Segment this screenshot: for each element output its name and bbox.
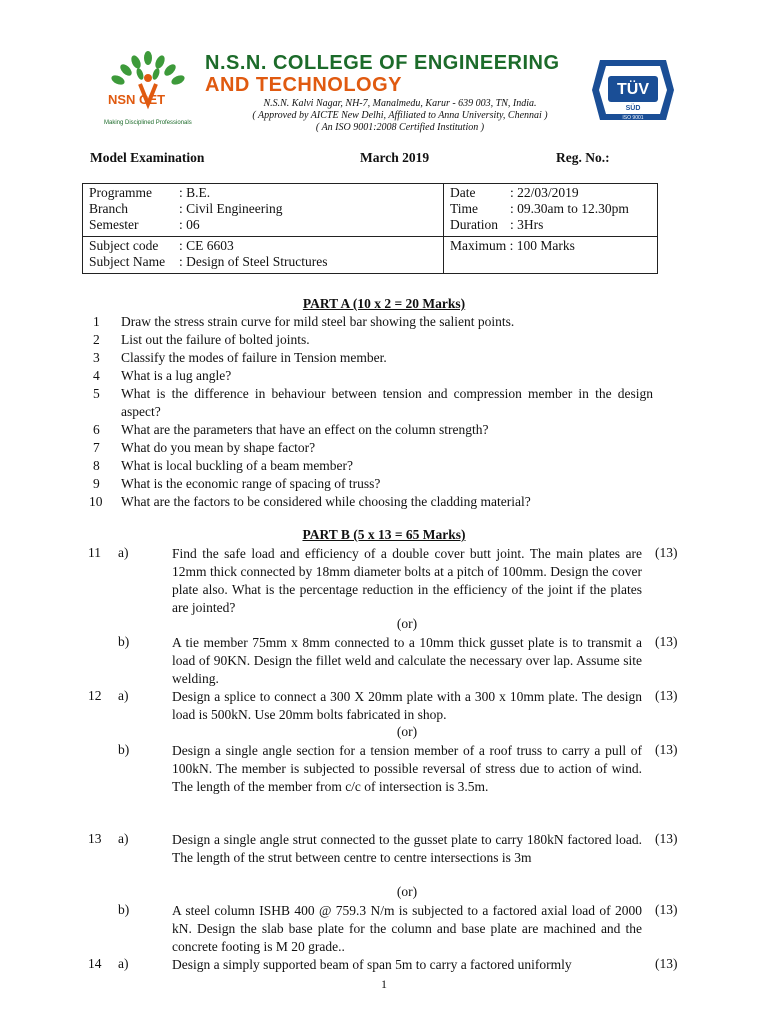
college-logo bbox=[100, 48, 196, 130]
question-number: 10 bbox=[89, 494, 103, 509]
exam-title: Model Examination bbox=[90, 150, 205, 165]
subject-name-value: : Design of Steel Structures bbox=[179, 254, 328, 269]
part-a-list bbox=[89, 313, 653, 511]
list-item bbox=[93, 457, 653, 475]
exam-info-table bbox=[82, 183, 658, 274]
question-number: 7 bbox=[93, 440, 100, 455]
college-iso: ( An ISO 9001:2008 Certified Institution ) bbox=[315, 122, 485, 133]
date-value: : 22/03/2019 bbox=[510, 185, 579, 200]
list-item bbox=[93, 439, 653, 457]
question-marks: (13) bbox=[655, 831, 678, 846]
college-logo-icon bbox=[100, 48, 196, 130]
question-text: What is a lug angle? bbox=[121, 368, 232, 383]
question-text: What are the factors to be considered while choosing the cladding material? bbox=[121, 494, 531, 509]
question-marks: (13) bbox=[655, 688, 678, 703]
list-item bbox=[93, 367, 653, 385]
or-separator: (or) bbox=[396, 616, 418, 631]
question-number: 8 bbox=[93, 458, 100, 473]
question-sub: b) bbox=[118, 634, 130, 649]
logo-text: NSN CET bbox=[108, 92, 166, 107]
question-number: 11 bbox=[88, 545, 101, 560]
semester-value: : 06 bbox=[179, 217, 200, 232]
question-text: What is local buckling of a beam member? bbox=[121, 458, 354, 473]
reg-no-label: Reg. No.: bbox=[556, 150, 610, 165]
part-b-title: PART B (5 x 13 = 65 Marks) bbox=[302, 527, 466, 542]
question-text: What do you mean by shape factor? bbox=[121, 440, 316, 455]
college-address: N.S.N. Kalvi Nagar, NH-7, Manalmedu, Karur - 639 003, TN, India. bbox=[263, 98, 537, 109]
question-marks: (13) bbox=[655, 545, 678, 560]
maximum-marks: Maximum : 100 Marks bbox=[450, 238, 575, 253]
question-text: Design a simply supported beam of span 5m to carry a factored uniformly bbox=[172, 957, 572, 972]
question-number: 1 bbox=[93, 314, 100, 329]
cert-logo-sub: SÜD bbox=[625, 105, 641, 112]
question-number: 14 bbox=[88, 956, 102, 971]
question-marks: (13) bbox=[655, 634, 678, 649]
question-number: 12 bbox=[88, 688, 102, 703]
list-item bbox=[93, 349, 653, 367]
question-text: Design a splice to connect a 300 X 20mm plate with a 300 x 10mm plate. The design load is 500kN. Use 20mm bolts fabricated in shop. bbox=[172, 689, 642, 722]
question-text: A steel column ISHB 400 @ 759.3 N/m is subjected to a factored axial load of 2000 kN. Design the slab base plate for the column and base plate are machined and the concrete footing is M 20 grade.. bbox=[172, 903, 642, 954]
programme-value: : B.E. bbox=[179, 185, 211, 200]
question-number: 6 bbox=[93, 422, 100, 437]
maximum-cell bbox=[444, 237, 658, 274]
tuv-certification-logo bbox=[590, 58, 676, 122]
question-marks: (13) bbox=[655, 902, 678, 917]
page-number: 1 bbox=[381, 977, 387, 991]
question-text: Draw the stress strain curve for mild steel bar showing the salient points. bbox=[121, 314, 515, 329]
date-key: Date bbox=[450, 185, 476, 200]
semester-key: Semester bbox=[89, 217, 139, 232]
list-item bbox=[89, 493, 653, 511]
subject-cell bbox=[83, 237, 444, 274]
programme-cell bbox=[83, 184, 444, 237]
exam-month: March 2019 bbox=[360, 150, 430, 165]
question-number: 5 bbox=[93, 386, 100, 401]
college-name-line1: N.S.N. COLLEGE OF ENGINEERING bbox=[205, 52, 560, 74]
subject-code-key: Subject code bbox=[89, 238, 159, 253]
question-text: Classify the modes of failure in Tension member. bbox=[121, 350, 387, 365]
question-number: 9 bbox=[93, 476, 100, 491]
duration-key: Duration bbox=[450, 217, 498, 232]
cert-logo-iso: ISO 9001 bbox=[622, 115, 644, 121]
college-approval: ( Approved by AICTE New Delhi, Affiliated to Anna University, Chennai ) bbox=[252, 110, 548, 121]
schedule-cell bbox=[444, 184, 658, 237]
question-sub: b) bbox=[118, 902, 130, 917]
question-text: What is the economic range of spacing of truss? bbox=[121, 476, 381, 491]
subject-code-value: : CE 6603 bbox=[179, 238, 234, 253]
or-separator: (or) bbox=[396, 724, 418, 739]
question-sub: a) bbox=[118, 831, 129, 846]
question-text: Find the safe load and efficiency of a double cover butt joint. The main plates are 12mm thick connected by 18mm diameter bolts at a pitch of 100mm. Design the cover plate also. What is the percentage reduction in the efficiency of the joint if the plates are jointed? bbox=[172, 546, 642, 615]
question-number: 13 bbox=[88, 831, 102, 846]
question-text: What is the difference in behaviour between tension and compression member in the design aspect? bbox=[121, 386, 653, 419]
question-number: 2 bbox=[93, 332, 100, 347]
time-key: Time bbox=[450, 201, 479, 216]
time-value: : 09.30am to 12.30pm bbox=[510, 201, 629, 216]
part-a-title: PART A (10 x 2 = 20 Marks) bbox=[302, 296, 466, 311]
question-text: List out the failure of bolted joints. bbox=[121, 332, 310, 347]
question-sub: a) bbox=[118, 956, 129, 971]
college-name-line2: AND TECHNOLOGY bbox=[205, 74, 402, 96]
or-separator: (or) bbox=[396, 884, 418, 899]
subject-name-key: Subject Name bbox=[89, 254, 166, 269]
cert-logo-text: TÜV bbox=[617, 81, 649, 98]
list-item bbox=[93, 331, 653, 349]
question-text: What are the parameters that have an effect on the column strength? bbox=[121, 422, 489, 437]
question-sub: a) bbox=[118, 688, 129, 703]
question-marks: (13) bbox=[655, 742, 678, 757]
list-item bbox=[93, 421, 653, 439]
branch-key: Branch bbox=[89, 201, 128, 216]
question-number: 4 bbox=[93, 368, 100, 383]
list-item bbox=[93, 475, 653, 493]
duration-value: : 3Hrs bbox=[510, 217, 544, 232]
question-marks: (13) bbox=[655, 956, 678, 971]
logo-tagline: Making Disciplined Professionals bbox=[104, 120, 192, 126]
question-text: Design a single angle strut connected to the gusset plate to carry 180kN factored load. The length of the strut between centre to centre intersections is 3m bbox=[172, 832, 642, 865]
list-item bbox=[93, 313, 653, 331]
branch-value: : Civil Engineering bbox=[179, 201, 283, 216]
question-text: Design a single angle section for a tension member of a roof truss to carry a pull of 100kN. The member is subjected to possible reversal of stress due to action of wind. The length of the member from c/c of intersection is 3.5m. bbox=[172, 743, 642, 794]
question-number: 3 bbox=[93, 350, 100, 365]
programme-key: Programme bbox=[89, 185, 152, 200]
list-item bbox=[93, 385, 653, 421]
question-sub: a) bbox=[118, 545, 129, 560]
question-text: A tie member 75mm x 8mm connected to a 10mm thick gusset plate is to transmit a load of 90KN. Design the fillet weld and calculate the necessary over lap. Assume site welding. bbox=[172, 635, 642, 686]
certification-badge-icon bbox=[590, 58, 676, 122]
question-sub: b) bbox=[118, 742, 130, 757]
